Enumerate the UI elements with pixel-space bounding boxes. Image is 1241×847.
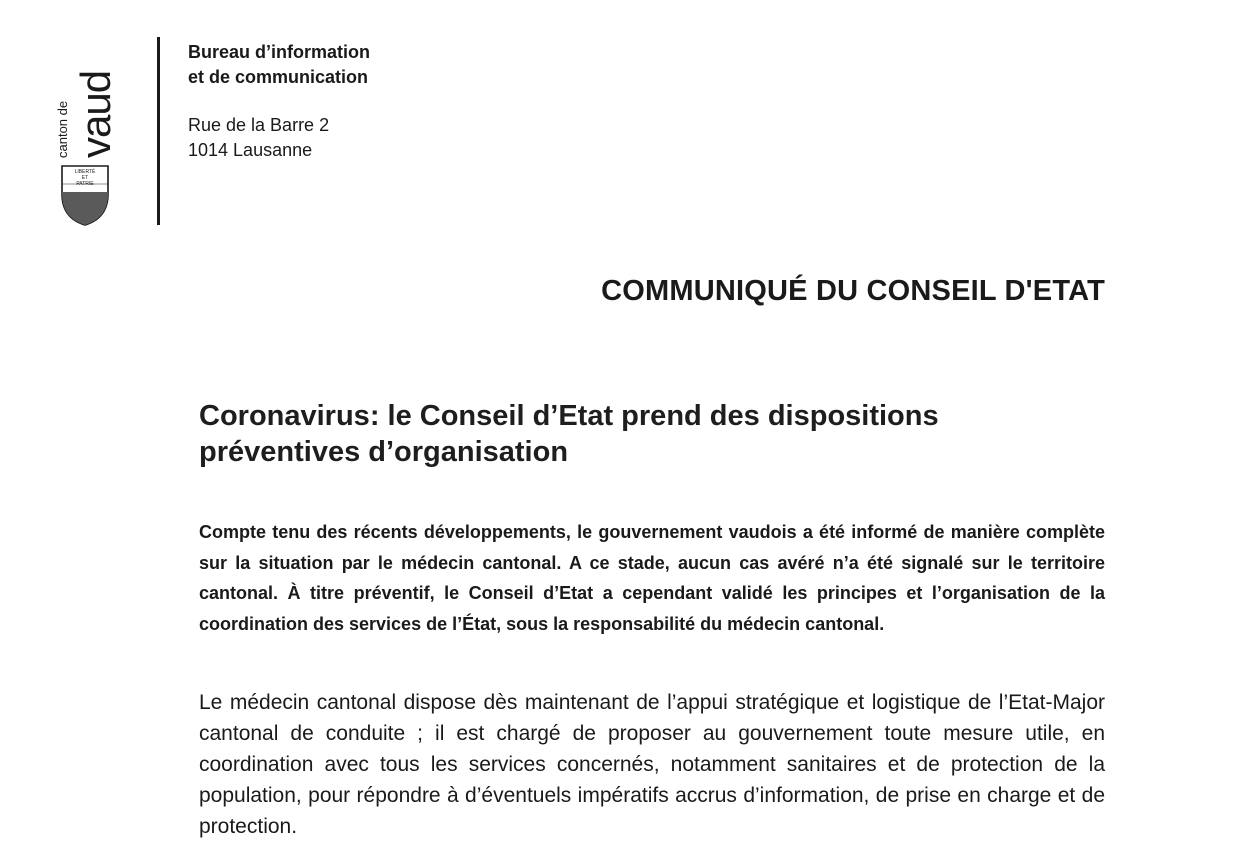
sender-address [188, 113, 329, 163]
headline-line-2: préventives d’organisation [199, 436, 569, 468]
shield-icon [62, 166, 108, 225]
logo-canton-label: canton de [55, 100, 70, 158]
header-divider [157, 37, 160, 225]
org-line-1: Bureau d’information [188, 42, 371, 62]
body-paragraph: Le médecin cantonal dispose dès maintenant de l’appui stratégique et logistique de l’Etat-Major cantonal de conduite ; il est chargé de proposer au gouvernement toute mesure utile, en coordination avec tous les services concernés, notamment sanitaires et de protection de la population, pour répondre à d’éventuels impératifs accrus d’information, de prise en charge et de protection. [199, 691, 1105, 838]
press-release-headline [199, 398, 1099, 470]
address-street: Rue de la Barre 2 [188, 115, 330, 135]
shield-motto-2: ET [81, 175, 89, 181]
org-line-2: et de communication [188, 67, 369, 87]
document-type-title: COMMUNIQUÉ DU CONSEIL D'ETAT [601, 275, 1105, 307]
lead-paragraph: Compte tenu des récents développements, le gouvernement vaudois a été informé de manière complète sur la situation par le médecin cantonal. A ce stade, aucun cas avéré n’a été signalé sur le territoire cantonal. À titre préventif, le Conseil d’Etat a cependant validé les principes et l’organisation de la coordination des services de l’État, sous la responsabilité du médecin cantonal. [199, 522, 1105, 634]
headline-line-1: Coronavirus: le Conseil d’Etat prend des dispositions [199, 400, 939, 432]
canton-vaud-logo [52, 34, 119, 226]
shield-motto-1: LIBERTÉ [74, 169, 96, 175]
shield-motto-3: PATRIE [76, 181, 94, 187]
logo-wordmark: vaud [72, 70, 119, 158]
address-city: 1014 Lausanne [188, 140, 313, 160]
sender-organization [188, 40, 370, 90]
